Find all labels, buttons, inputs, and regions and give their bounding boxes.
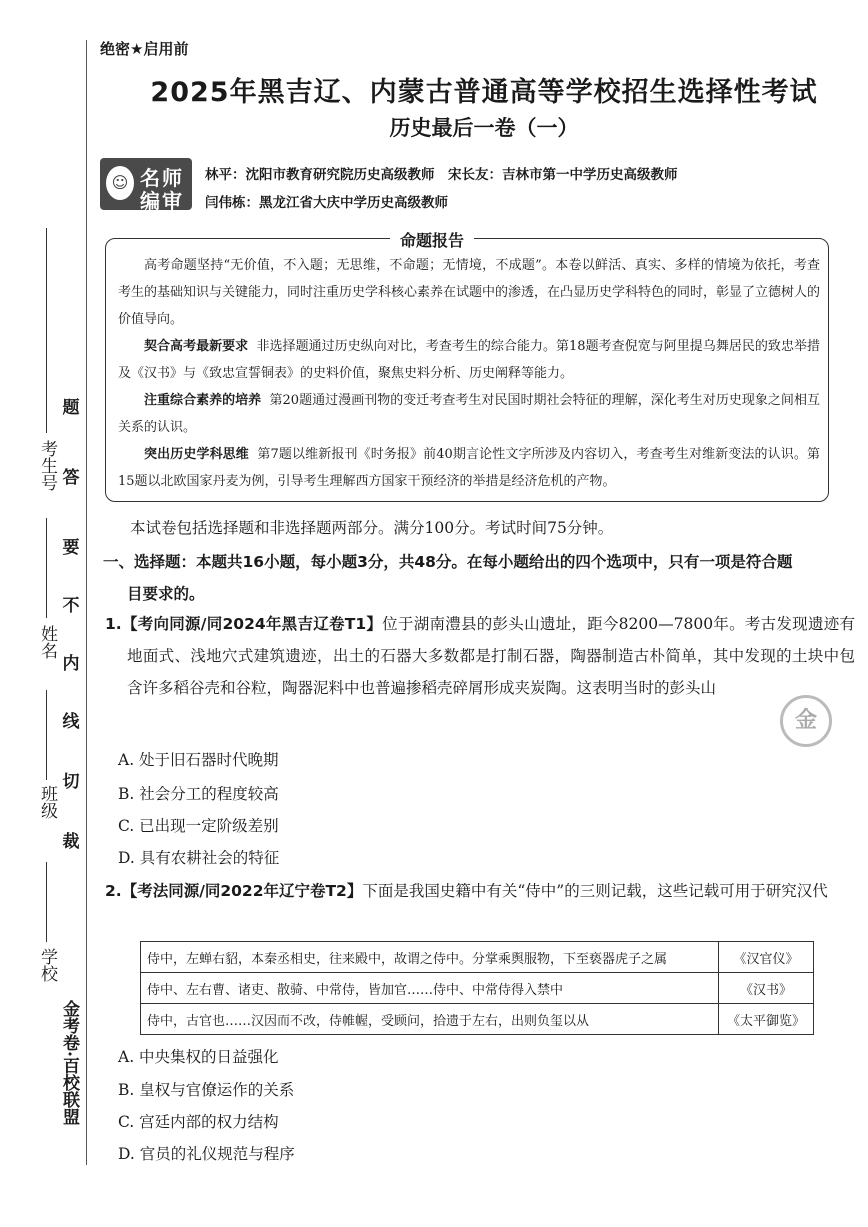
q1-option-a[interactable]: A. 处于旧石器时代晚期 <box>118 751 279 769</box>
table-cell-source: 《汉书》 <box>719 973 814 1004</box>
table-row <box>141 942 814 973</box>
report-para-4 <box>118 441 820 495</box>
confidential-mark: 绝密★启用前 <box>100 40 189 58</box>
report-para-4-head: 突出历史学科思维 <box>144 447 249 462</box>
reviewer-badge <box>100 158 192 213</box>
table-cell-text: 侍中，左蝉右貂，本秦丞相史，往来殿中，故谓之侍中。分掌乘舆服物，下至亵器虎子之属 <box>141 942 719 973</box>
school-field[interactable] <box>46 862 47 942</box>
q2-option-b[interactable]: B. 皇权与官僚运作的关系 <box>118 1081 295 1099</box>
q2-option-c[interactable]: C. 宫廷内部的权力结构 <box>118 1113 279 1131</box>
q1-option-b[interactable]: B. 社会分工的程度较高 <box>118 785 279 803</box>
question-1-tag: 【考向同源/同2024年黑吉辽卷T1】 <box>121 615 383 633</box>
report-para-3 <box>118 387 820 441</box>
table-cell-source: 《太平御览》 <box>719 1004 814 1035</box>
source-table <box>140 941 814 1035</box>
question-2-tag: 【考法同源/同2022年辽宁卷T2】 <box>121 882 363 900</box>
binding-rule <box>86 40 87 1165</box>
report-para-4-text: 第7题以维新报刊《时务报》前40期言论性文字所涉及内容切入，考查考生对维新变法的认识。第15题以北欧国家丹麦为例，引导考生理解西方国家干预经济的举措是经济危机的产物。 <box>118 447 820 489</box>
q2-option-d[interactable]: D. 官员的礼仪规范与程序 <box>118 1145 295 1163</box>
question-2 <box>105 875 855 907</box>
q1-option-c[interactable]: C. 已出现一定阶级差别 <box>118 817 279 835</box>
q2-option-a[interactable]: A. 中央集权的日益强化 <box>118 1048 279 1066</box>
report-para-2-head: 契合高考最新要求 <box>144 339 249 354</box>
teacher-icon: ☺ <box>106 166 134 200</box>
exam-intro: 本试卷包括选择题和非选择题两部分。满分100分。考试时间75分钟。 <box>130 519 614 537</box>
exam-subtitle: 历史最后一卷（一） <box>389 116 579 140</box>
table-cell-text: 侍中、左右曹、诸吏、散骑、中常侍，皆加官……侍中、中常侍得入禁中 <box>141 973 719 1004</box>
section1-instruction-2: 目要求的。 <box>127 585 205 603</box>
report-para-1: 高考命题坚持“无价值，不入题；无思维，不命题；无情境，不成题”。本卷以鲜活、真实、多样的情境为依托，考查考生的基础知识与关键能力，同时注重历史学科核心素养在试题中的渗透，在凸显历史学科特色的同时，彰显了立德树人的价值导向。 <box>118 258 821 327</box>
report-para-2 <box>118 333 820 387</box>
question-1-stem: 位于湖南澧县的彭头山遗址，距今8200—7800年。考古发现遗迹有地面式、浅地穴式建筑遗迹，出土的石器大多数都是打制石器，陶器制造古朴简单，其中发现的土块中包含许多稻谷壳和谷粒，陶器泥料中也普遍掺稻壳碎屑形成夹炭陶。这表明当时的彭头山 <box>127 615 855 697</box>
table-row <box>141 1004 814 1035</box>
question-2-number: 2. <box>105 882 122 900</box>
reviewer-line2: 闫伟栋：黑龙江省大庆中学历史高级教师 <box>205 195 448 211</box>
name-field[interactable] <box>46 518 47 618</box>
class-field[interactable] <box>46 690 47 780</box>
exam-number-label: 考生号 <box>37 440 57 491</box>
report-para-3-head: 注重综合素养的培养 <box>144 393 262 408</box>
table-row <box>141 973 814 1004</box>
name-label: 姓名 <box>37 625 57 659</box>
report-para-3-text: 第20题通过漫画刊物的变迁考查考生对民国时期社会特征的理解，深化考生对历史现象之间相互关系的认识。 <box>118 393 820 435</box>
school-label: 学校 <box>37 948 57 982</box>
report-para-2-text: 非选择题通过历史纵向对比，考查考生的综合能力。第18题考查倪宽与阿里提乌舞居民的致忠举措及《汉书》与《致忠宣誓铜表》的史料价值，聚焦史料分析、历史阐释等能力。 <box>118 339 820 381</box>
q1-option-d[interactable]: D. 具有农耕社会的特征 <box>118 849 280 867</box>
reviewer-line1: 林平：沈阳市教育研究院历史高级教师 宋长友：吉林市第一中学历史高级教师 <box>205 167 678 183</box>
table-cell-source: 《汉官仪》 <box>719 942 814 973</box>
exam-title: 2025年黑吉辽、内蒙古普通高等学校招生选择性考试 <box>150 77 818 108</box>
union-label: 金考卷·百校联盟 <box>59 1000 79 1125</box>
badge-line1: 名师 <box>140 166 184 190</box>
table-cell-text: 侍中，古官也……汉因而不改，侍帷幄，受顾问，拾遗于左右，出则负玺以从 <box>141 1004 719 1035</box>
watermark-stamp: 金 <box>780 695 832 747</box>
question-1 <box>105 608 855 704</box>
binding-warning: 题 答 要 不 内 线 切 裁 <box>62 398 80 852</box>
report-title: 命题报告 <box>390 228 474 251</box>
question-2-stem: 下面是我国史籍中有关“侍中”的三则记载，这些记载可用于研究汉代 <box>362 882 828 900</box>
section1-instruction-1: 一、选择题：本题共16小题，每小题3分，共48分。在每小题给出的四个选项中，只有一项是符合题 <box>103 553 793 571</box>
exam-number-field[interactable] <box>46 228 47 433</box>
question-1-number: 1. <box>105 615 122 633</box>
badge-line2: 编审 <box>140 189 184 213</box>
class-label: 班级 <box>37 785 57 819</box>
